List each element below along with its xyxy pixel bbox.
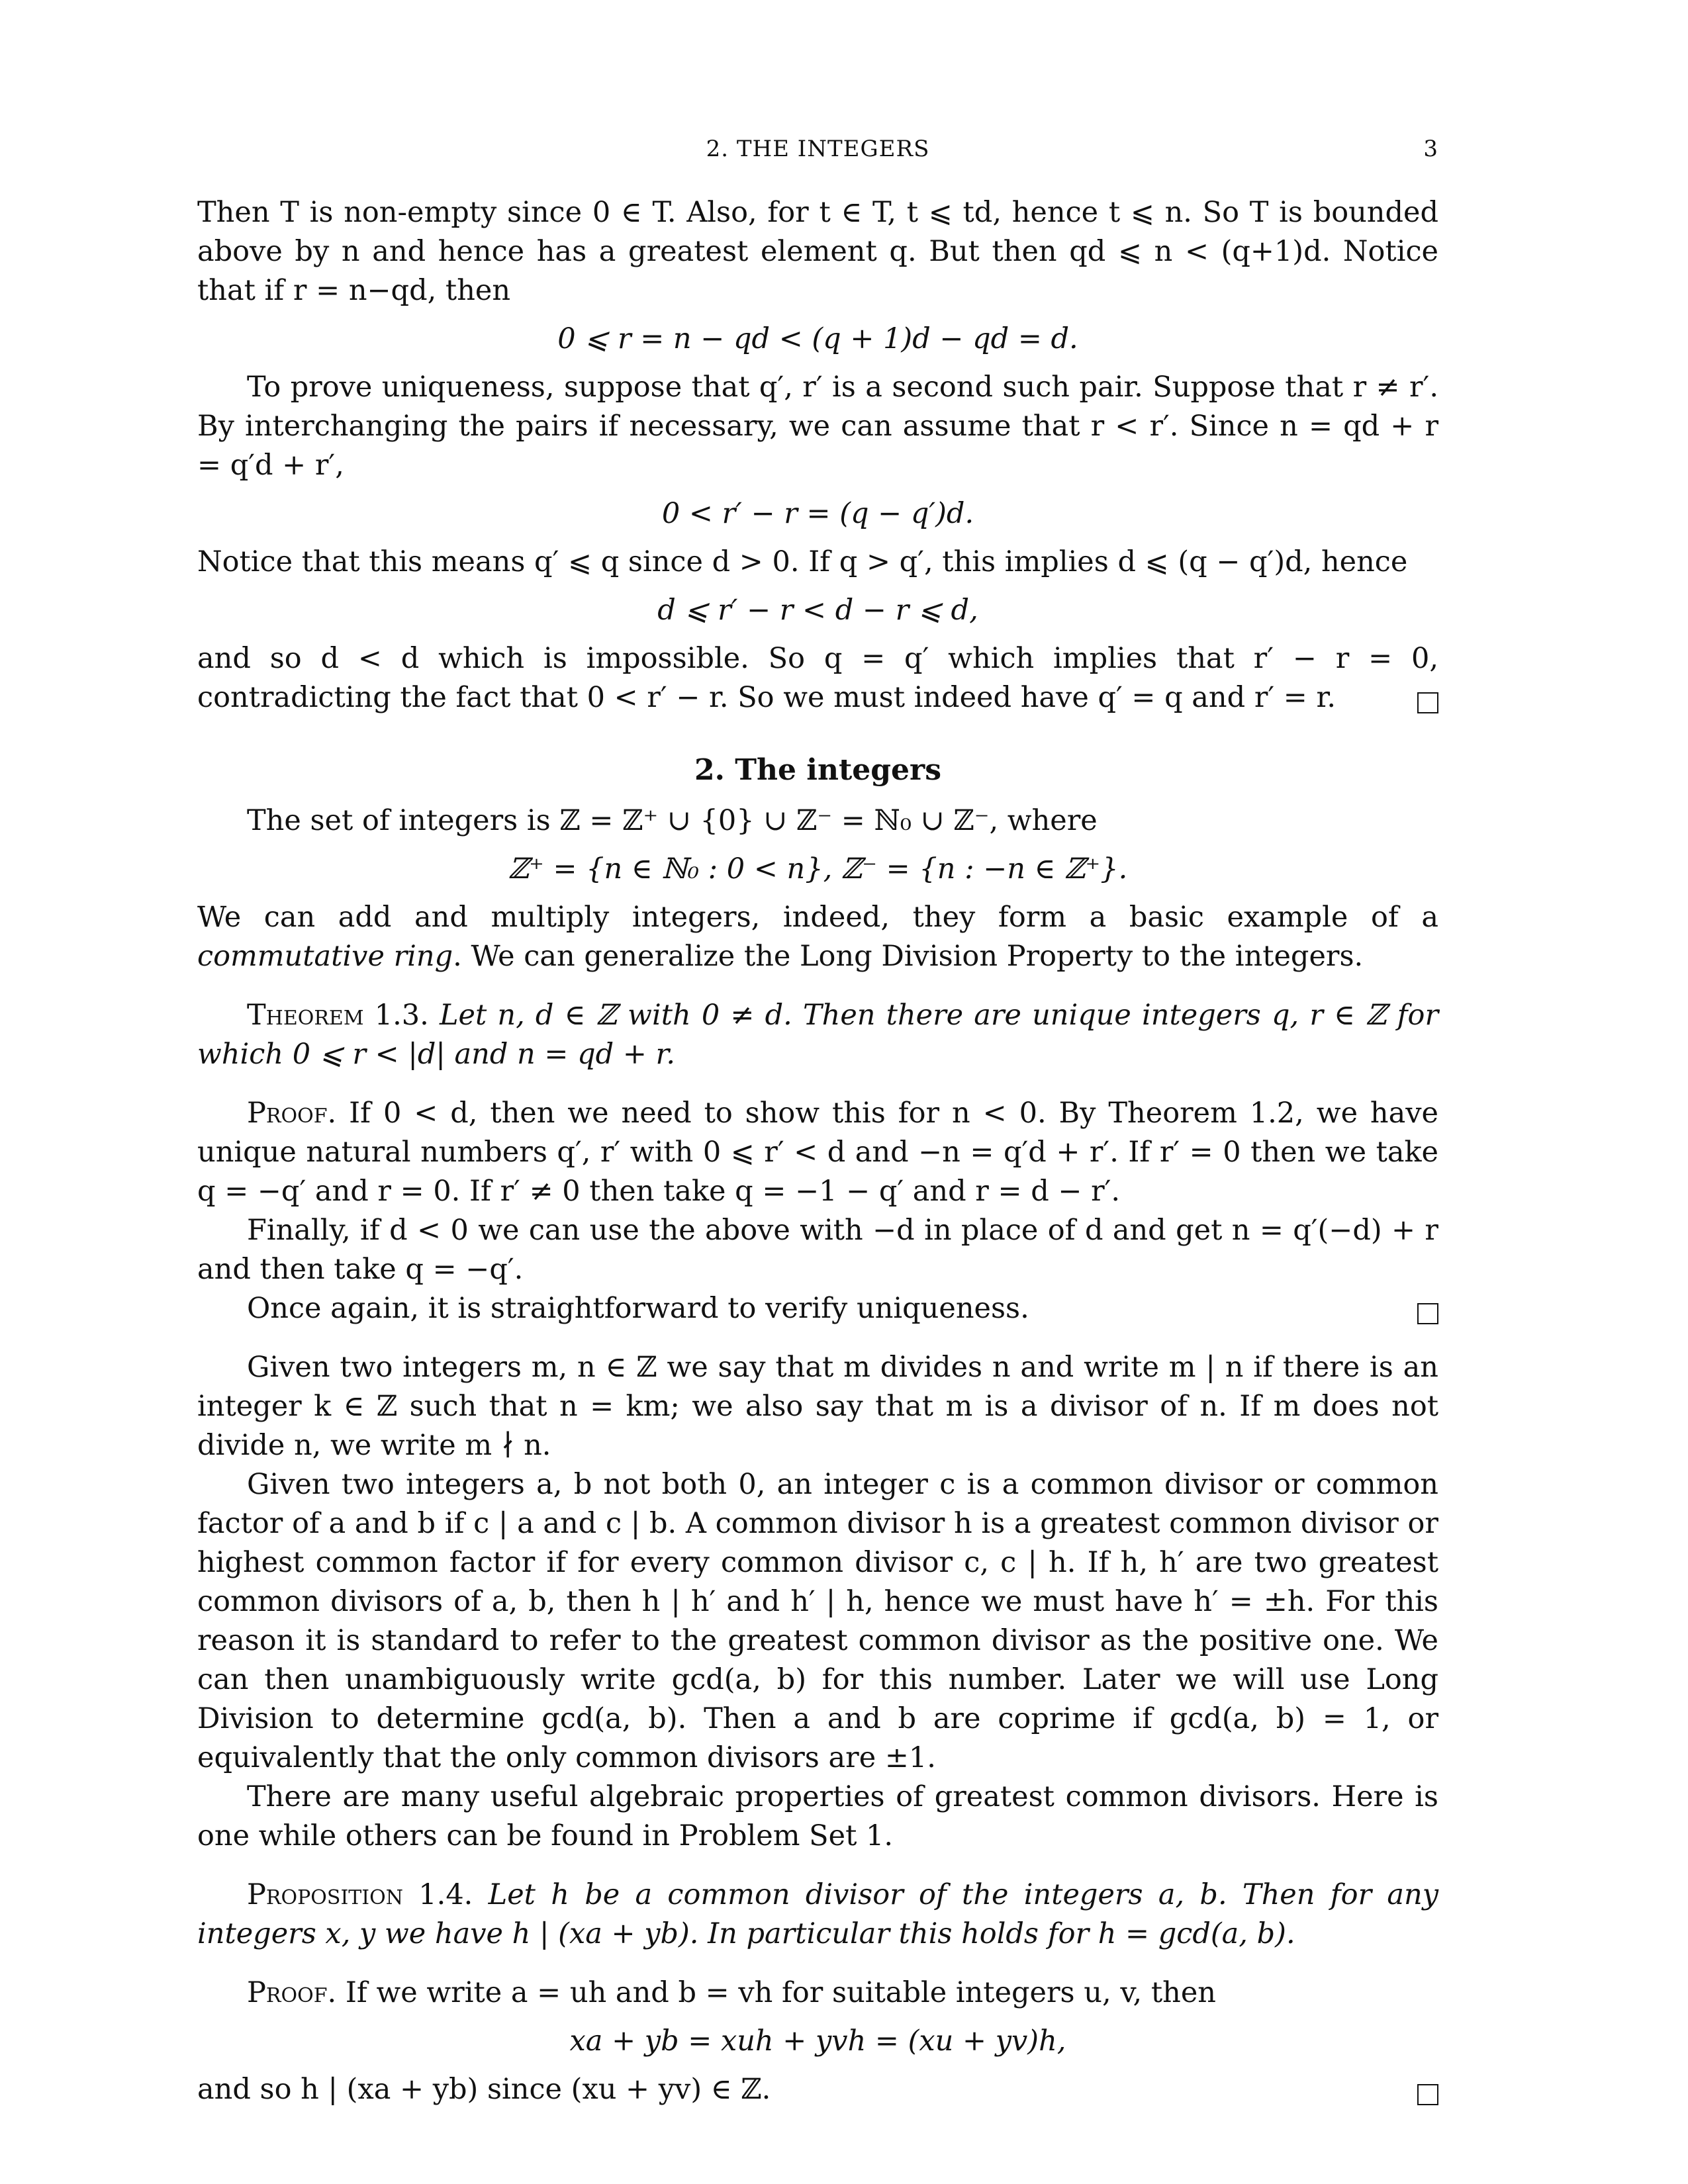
paragraph: The set of integers is ℤ = ℤ⁺ ∪ {0} ∪ ℤ⁻ = ℕ₀ ∪ ℤ⁻, where <box>247 804 1098 837</box>
qed-square-icon <box>1417 2084 1438 2105</box>
proof-paragraph: Proof. If we write a = uh and b = vh for suitable integers u, v, then <box>247 1976 1216 2009</box>
qed-square-icon <box>1417 692 1438 713</box>
page-body <box>197 193 1438 2109</box>
proof-label: Proof. <box>247 1097 337 1130</box>
emphasis: commutative ring <box>197 940 453 973</box>
proposition-statement: Let h be a common divisor of the integers a, b. Then for any integers x, y we have h | (xa + yb). In particular this holds for h = gcd(a, b). <box>197 1878 1438 1950</box>
paragraph: Given two integers a, b not both 0, an integer c is a common divisor or common factor of a and b if c | a and c | b. A common divisor h is a greatest common divisor or highest common factor if for every common divisor c, c | h. If h, h′ are two greatest common divisors of a, b, then h | h′ and h′ | h, hence we must have h′ = ±h. For this reason it is standard to refer to the greatest common divisor as the positive one. We can then unambiguously write gcd(a, b) for this number. Later we will use Long Division to determine gcd(a, b). Then a and b are coprime if gcd(a, b) = 1, or equivalently that the only common divisors are ±1. <box>197 1468 1438 1774</box>
proof-label: Proof. <box>247 1976 337 2009</box>
paragraph: Notice that this means q′ ⩽ q since d > 0. If q > q′, this implies d ⩽ (q − q′)d, hence <box>197 545 1408 578</box>
paragraph: We can add and multiply integers, indeed, they form a basic example of a commutative ring. We can generalize the Long Division Property to the integers. <box>197 901 1438 973</box>
display-equation: xa + yb = xuh + yvh = (xu + yv)h, <box>569 2025 1066 2058</box>
proposition <box>197 1876 1438 1954</box>
paragraph: To prove uniqueness, suppose that q′, r′ is a second such pair. Suppose that r ≠ r′. By interchanging the pairs if necessary, we can assume that r < r′. Since n = qd + r = q′d + r′, <box>197 371 1438 482</box>
theorem-statement: Let n, d ∈ ℤ with 0 ≠ d. Then there are unique integers q, r ∈ ℤ for which 0 ⩽ r < |d| and n = qd + r. <box>197 999 1438 1071</box>
theorem-label: Theorem 1.3. <box>247 999 429 1032</box>
running-header <box>197 136 1438 169</box>
display-equation: 0 < r′ − r = (q − q′)d. <box>661 497 974 530</box>
display-equation: 0 ⩽ r = n − qd < (q + 1)d − qd = d. <box>557 322 1078 355</box>
paragraph: Once again, it is straightforward to verify uniqueness. <box>197 1289 1438 1328</box>
running-title: 2. THE INTEGERS <box>706 136 930 162</box>
theorem <box>197 996 1438 1074</box>
page-number: 3 <box>1423 136 1438 162</box>
paragraph: Given two integers m, n ∈ ℤ we say that m divides n and write m | n if there is an integer k ∈ ℤ such that n = km; we also say that m is a divisor of n. If m does not divide n, we write m ∤ n. <box>197 1351 1438 1462</box>
proof-paragraph: Proof. If 0 < d, then we need to show this for n < 0. By Theorem 1.2, we have unique natural numbers q′, r′ with 0 ⩽ r′ < d and −n = q′d + r′. If r′ = 0 then we take q = −q′ and r = 0. If r′ ≠ 0 then take q = −1 − q′ and r = d − r′. <box>197 1097 1439 1208</box>
qed-square-icon <box>1417 1303 1438 1324</box>
paragraph: There are many useful algebraic properties of greatest common divisors. Here is one while others can be found in Problem Set 1. <box>197 1780 1438 1852</box>
paragraph: Finally, if d < 0 we can use the above with −d in place of d and get n = q′(−d) + r and then take q = −q′. <box>197 1214 1438 1286</box>
section-heading: 2. The integers <box>694 753 942 787</box>
paragraph: and so d < d which is impossible. So q = q′ which implies that r′ − r = 0, contradicting the fact that 0 < r′ − r. So we must indeed have q′ = q and r′ = r. <box>197 642 1438 714</box>
proposition-label: Proposition 1.4. <box>247 1878 473 1911</box>
paragraph: Then T is non-empty since 0 ∈ T. Also, for t ∈ T, t ⩽ td, hence t ⩽ n. So T is bounded above by n and hence has a greatest element q. But then qd ⩽ n < (q+1)d. Notice that if r = n−qd, then <box>197 196 1438 307</box>
paragraph: and so h | (xa + yb) since (xu + yv) ∈ ℤ. <box>197 2070 1438 2109</box>
display-equation: ℤ⁺ = {n ∈ ℕ₀ : 0 < n}, ℤ⁻ = {n : −n ∈ ℤ⁺}. <box>508 852 1128 886</box>
display-equation: d ⩽ r′ − r < d − r ⩽ d, <box>657 594 978 627</box>
